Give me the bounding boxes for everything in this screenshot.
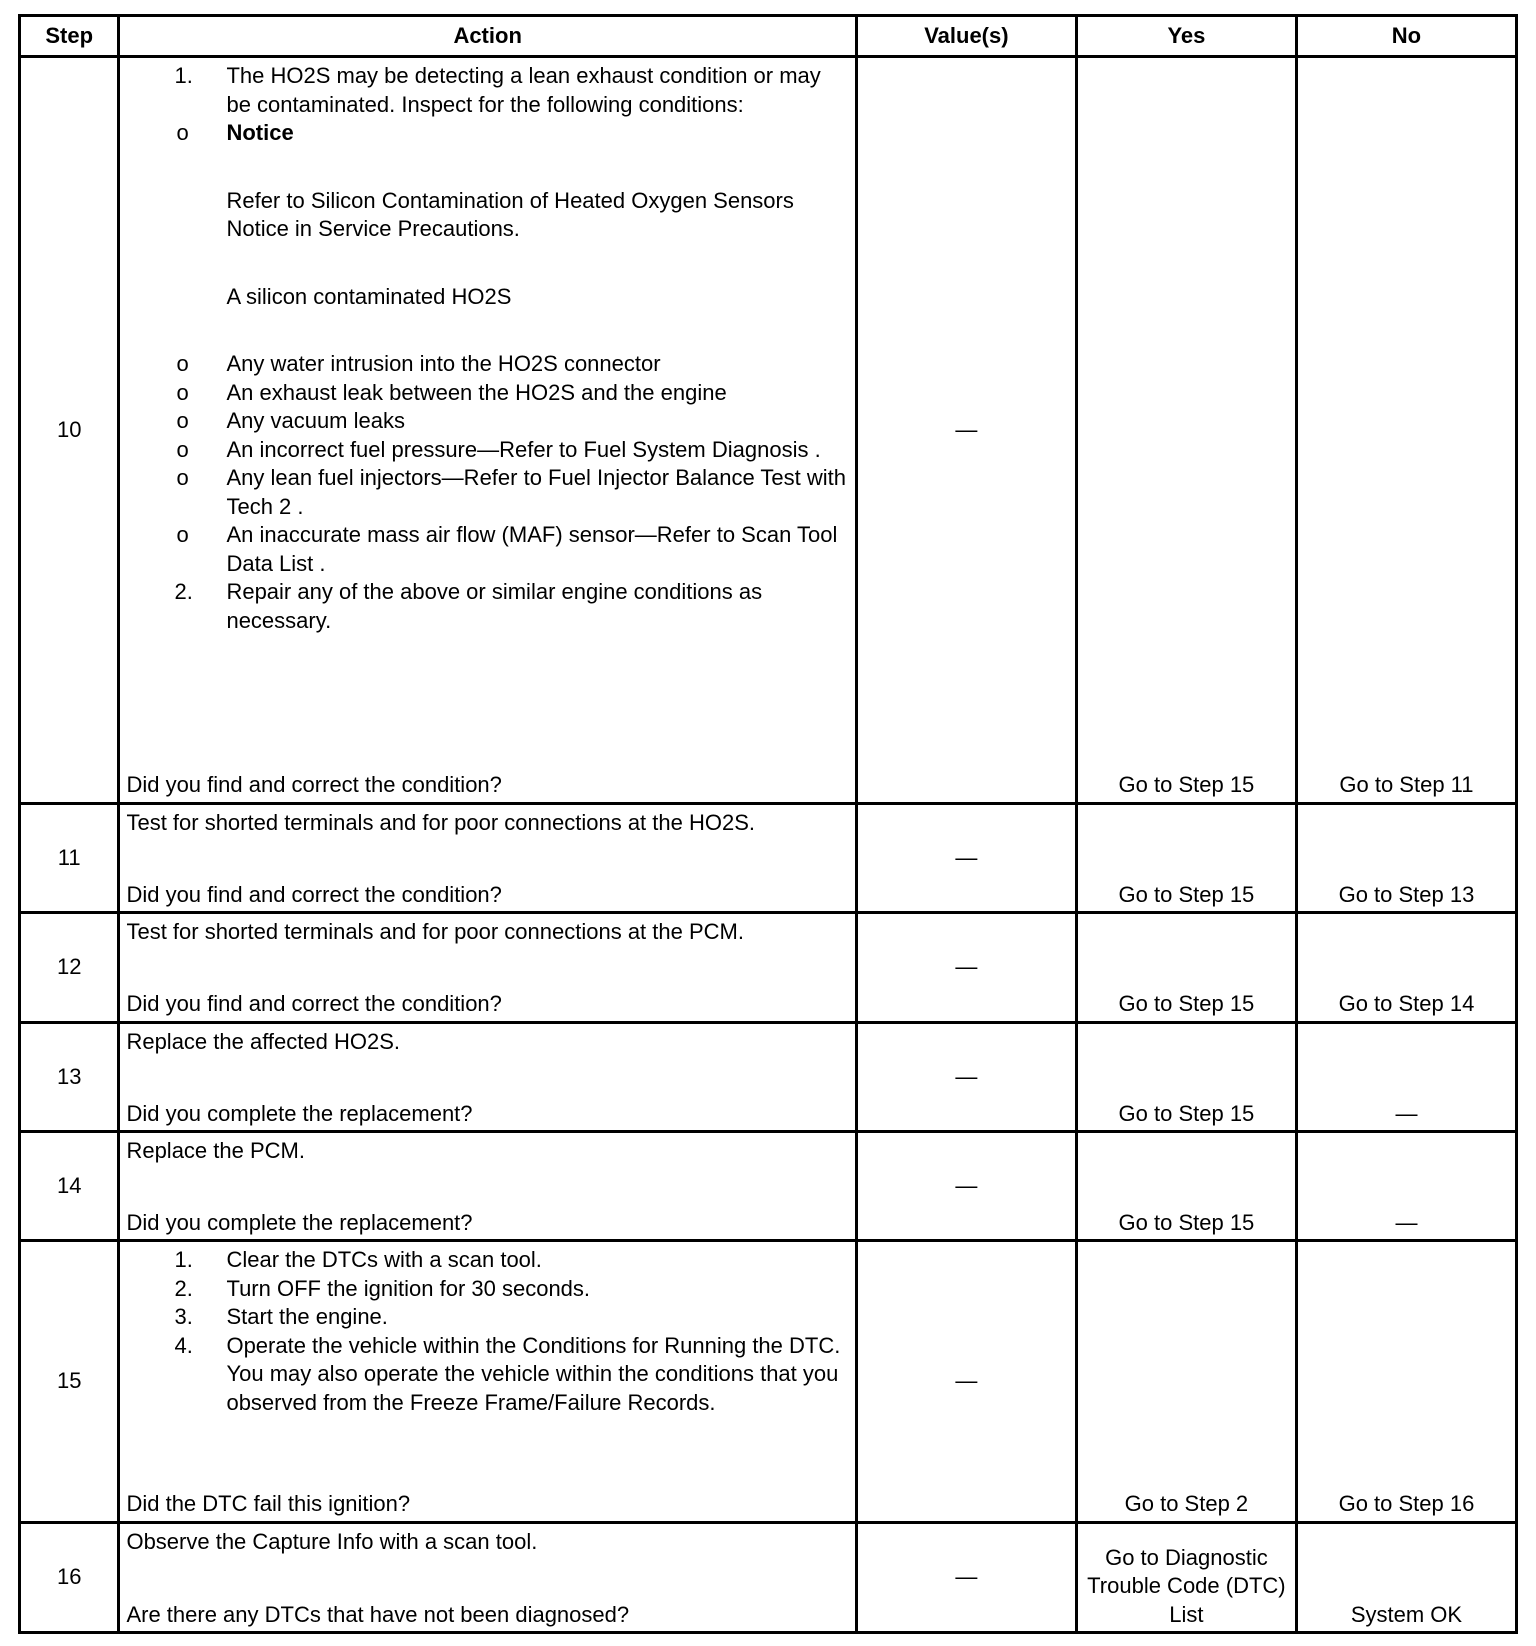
action-text: Test for shorted terminals and for poor connections at the PCM. bbox=[126, 919, 744, 945]
step-text: Repair any of the above or similar engine conditions as necessary. bbox=[226, 579, 763, 633]
table-row-step-13 bbox=[20, 1022, 1517, 1131]
values-cell: — bbox=[856, 57, 1076, 804]
values-cell: — bbox=[856, 1522, 1076, 1632]
action-cell bbox=[119, 57, 856, 804]
yes-cell: Go to Step 15 bbox=[1076, 803, 1296, 912]
header-values: Value(s) bbox=[856, 16, 1076, 57]
action-question: Did the DTC fail this ignition? bbox=[126, 1491, 411, 1517]
bullet-marker: o bbox=[176, 522, 189, 547]
step-text: Start the engine. bbox=[226, 1304, 388, 1330]
condition-text: Any water intrusion into the HO2S connector bbox=[226, 351, 661, 376]
no-cell: — bbox=[1296, 1022, 1516, 1131]
no-cell: Go to Step 11 bbox=[1296, 57, 1516, 804]
header-no: No bbox=[1296, 16, 1516, 57]
notice-text: Refer to Silicon Contamination of Heated Oxygen Sensors Notice in Service Precautions. bbox=[226, 187, 794, 241]
condition-text: Any lean fuel injectors—Refer to Fuel Injector Balance Test with Tech 2 . bbox=[226, 465, 847, 519]
no-cell: Go to Step 14 bbox=[1296, 913, 1516, 1022]
action-text: Replace the PCM. bbox=[126, 1138, 305, 1164]
notice-subject: A silicon contaminated HO2S bbox=[226, 283, 512, 309]
table-row-step-14 bbox=[20, 1132, 1517, 1241]
header-step: Step bbox=[20, 16, 119, 57]
action-question: Did you find and correct the condition? bbox=[126, 991, 502, 1017]
table-header-row bbox=[20, 16, 1517, 57]
values-cell: — bbox=[856, 803, 1076, 912]
yes-cell: Go to Step 15 bbox=[1076, 1132, 1296, 1241]
diagnostic-table bbox=[18, 14, 1518, 1634]
action-cell bbox=[119, 913, 856, 1022]
action-question: Did you find and correct the condition? bbox=[126, 772, 502, 798]
step-num: 3. bbox=[174, 1304, 193, 1330]
action-question: Did you complete the replacement? bbox=[126, 1100, 473, 1126]
step-number: 10 bbox=[20, 57, 119, 804]
values-cell: — bbox=[856, 1241, 1076, 1522]
no-cell: Go to Step 16 bbox=[1296, 1241, 1516, 1522]
condition-item bbox=[126, 436, 848, 465]
step-text: Operate the vehicle within the Conditions for Running the DTC. You may also operate the vehicle within the conditions that you observed from the Freeze Frame/Failure Records. bbox=[226, 1332, 841, 1415]
action-cell bbox=[119, 1522, 856, 1632]
step-text: The HO2S may be detecting a lean exhaust condition or may be contaminated. Inspect for the following conditions: bbox=[226, 63, 821, 117]
header-yes: Yes bbox=[1076, 16, 1296, 57]
action-step bbox=[126, 1275, 848, 1304]
table-row-step-16 bbox=[20, 1522, 1517, 1632]
bullet-marker: o bbox=[176, 379, 189, 405]
table-row-step-10 bbox=[20, 57, 1517, 804]
action-cell bbox=[119, 803, 856, 912]
values-cell: — bbox=[856, 1022, 1076, 1131]
step-number: 13 bbox=[20, 1022, 119, 1131]
table-row-step-12 bbox=[20, 913, 1517, 1022]
step-number: 15 bbox=[20, 1241, 119, 1522]
action-step bbox=[126, 1246, 848, 1275]
notice-title: Notice bbox=[226, 120, 294, 145]
step-number: 12 bbox=[20, 913, 119, 1022]
yes-cell: Go to Step 2 bbox=[1076, 1241, 1296, 1522]
values-cell: — bbox=[856, 1132, 1076, 1241]
no-cell: Go to Step 13 bbox=[1296, 803, 1516, 912]
condition-item bbox=[126, 350, 848, 379]
action-question: Did you find and correct the condition? bbox=[126, 881, 502, 907]
no-cell: System OK bbox=[1296, 1522, 1516, 1632]
values-cell: — bbox=[856, 913, 1076, 1022]
step-text: Turn OFF the ignition for 30 seconds. bbox=[226, 1275, 591, 1301]
condition-item bbox=[126, 407, 848, 436]
condition-text: An exhaust leak between the HO2S and the engine bbox=[226, 379, 727, 405]
table-row-step-11 bbox=[20, 803, 1517, 912]
yes-cell: Go to Step 15 bbox=[1076, 913, 1296, 1022]
notice-item bbox=[126, 119, 848, 311]
no-cell: — bbox=[1296, 1132, 1516, 1241]
step-num: 1. bbox=[174, 63, 193, 88]
action-question: Are there any DTCs that have not been diagnosed? bbox=[126, 1601, 630, 1627]
yes-cell: Go to Step 15 bbox=[1076, 1022, 1296, 1131]
bullet-marker: o bbox=[176, 436, 189, 462]
step-number: 11 bbox=[20, 803, 119, 912]
table-row-step-15 bbox=[20, 1241, 1517, 1522]
condition-text: An incorrect fuel pressure—Refer to Fuel System Diagnosis . bbox=[226, 436, 821, 462]
bullet-marker: o bbox=[176, 465, 189, 490]
condition-item bbox=[126, 379, 848, 408]
action-step bbox=[126, 1303, 848, 1332]
action-step bbox=[126, 578, 848, 635]
step-num: 2. bbox=[174, 1275, 193, 1301]
condition-item bbox=[126, 464, 848, 521]
bullet-marker: o bbox=[176, 120, 189, 145]
action-text: Test for shorted terminals and for poor connections at the HO2S. bbox=[126, 809, 755, 835]
action-text: Observe the Capture Info with a scan tool. bbox=[126, 1528, 538, 1554]
step-num: 2. bbox=[174, 579, 193, 604]
bullet-marker: o bbox=[176, 408, 189, 433]
condition-text: Any vacuum leaks bbox=[226, 408, 405, 433]
step-text: Clear the DTCs with a scan tool. bbox=[226, 1247, 542, 1273]
action-step bbox=[126, 1332, 848, 1418]
yes-cell: Go to Step 15 bbox=[1076, 57, 1296, 804]
step-num: 4. bbox=[174, 1332, 193, 1358]
header-action: Action bbox=[119, 16, 856, 57]
step-num: 1. bbox=[174, 1247, 193, 1273]
yes-cell: Go to Diagnostic Trouble Code (DTC) List bbox=[1076, 1522, 1296, 1632]
action-cell bbox=[119, 1022, 856, 1131]
action-step bbox=[126, 62, 848, 578]
bullet-marker: o bbox=[176, 351, 189, 376]
condition-text: An inaccurate mass air flow (MAF) sensor—Refer to Scan Tool Data List . bbox=[226, 522, 838, 576]
step-number: 16 bbox=[20, 1522, 119, 1632]
action-cell bbox=[119, 1241, 856, 1522]
step-number: 14 bbox=[20, 1132, 119, 1241]
action-text: Replace the affected HO2S. bbox=[126, 1028, 400, 1054]
action-cell bbox=[119, 1132, 856, 1241]
action-question: Did you complete the replacement? bbox=[126, 1209, 473, 1235]
condition-item bbox=[126, 521, 848, 578]
